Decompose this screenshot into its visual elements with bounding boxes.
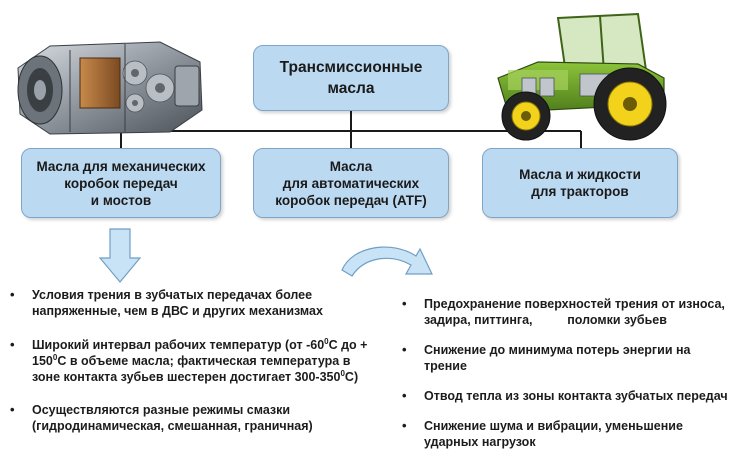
list-item: • Снижение до минимума потерь энергии на трение [398,342,734,374]
tractor-image [488,8,676,146]
curved-arrow-icon [342,247,432,276]
gearbox-image [10,28,210,140]
list-item: • Снижение шума и вибрации, уменьшение ударных нагрузок [398,418,734,450]
list-item: • Отвод тепла из зоны контакта зубчатых передач [398,388,734,404]
category-manual-gearbox-oils: Масла для механических коробок передач и мостов [21,148,221,218]
list-item: • Предохранение поверхностей трения от износа, задира, питтинга, поломки зубьев [398,296,734,328]
list-item: • Осуществляются разные режимы смазки (гидродинамическая, смешанная, граничная) [6,402,376,434]
list-item: • Условия трения в зубчатых передачах более напряженные, чем в ДВС и других механизмах [6,287,376,319]
category-tractor-oils: Масла и жидкости для тракторов [482,148,678,218]
category-atf-oils: Масла для автоматических коробок передач (ATF) [253,148,449,218]
operating-conditions-list [6,287,376,451]
root-node-transmission-oils: Трансмиссионные масла [253,45,449,111]
down-arrow-icon [100,229,140,282]
list-item: • Широкий интервал рабочих температур (от $-60^0С$ до + $150^0С$ в объеме масла; фактическая температура в зоне контакта зубьев шестерен достигает $300-350^0С$) [6,337,376,385]
oil-functions-list [398,296,734,464]
